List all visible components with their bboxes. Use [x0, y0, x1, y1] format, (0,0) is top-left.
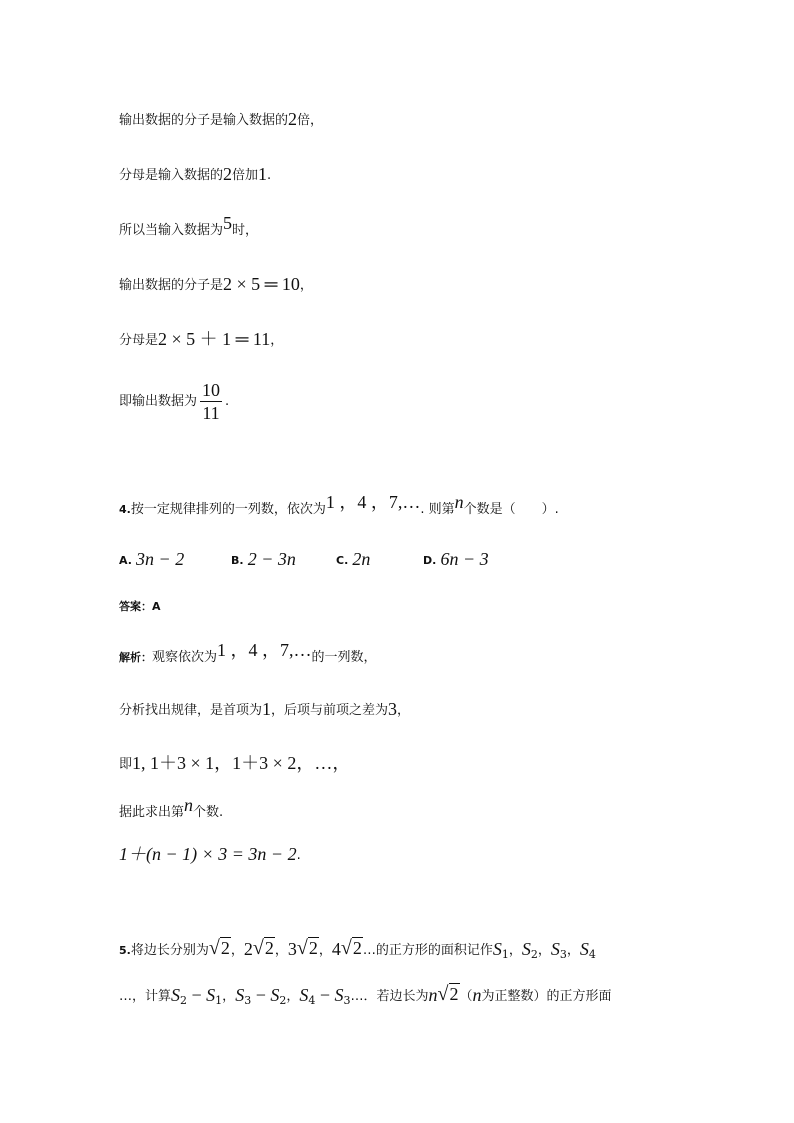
analysis-line-4: 据此求出第n个数.: [119, 795, 224, 820]
sqrt-2: √2: [437, 983, 459, 1005]
analysis-line-2: 分析找出规律，是首项为1，后项与前项之差为3，: [119, 699, 411, 719]
question-5-line-2: …，计算$S_2 - S_1$，$S_3 - S_2$，$S_4$ − $S_3\dots$．若边长为n√2（n为正整数）的正方形面: [119, 983, 612, 1007]
solution-line-2: 分母是输入数据的2倍加1.: [119, 164, 272, 184]
solution-line-5: 分母是2 × 5 ＋ 1 ═ 11，: [119, 329, 284, 349]
solution-line-6: 即输出数据为 $\frac{10}{11}$ .: [119, 380, 230, 423]
question-4-answer: 答案：A: [119, 600, 161, 613]
sqrt-2: √2: [296, 937, 318, 959]
option-a: A. 3n − 2: [119, 549, 185, 569]
analysis-line-3: 即1, 1＋3 × 1，1＋3 × 2，…，: [119, 753, 351, 773]
solution-line-1: 输出数据的分子是输入数据的2倍，: [119, 109, 324, 129]
solution-line-4: 输出数据的分子是2 × 5 ═ 10，: [119, 274, 313, 294]
solution-line-3: 所以当输入数据为5时，: [119, 213, 259, 238]
analysis-line-1: 解析：观察依次为1 ，4 ，7,…的一列数，: [119, 640, 377, 665]
question-5-line-1: 5.将边长分别为√2，2√2，3√2，4√2…的正方形的面积记作$S_1$，$S_2$，$S_3$，$S_4$: [119, 937, 596, 961]
option-c: C. 2n: [336, 549, 371, 569]
fraction-10-11: $\frac{10}{11}$: [202, 380, 221, 423]
option-b: B. 2 − 3n: [231, 549, 296, 569]
question-4-stem: 4.按一定规律排列的一列数，依次为1 ，4 ，7,…. 则第n个数是（ ）.: [119, 492, 559, 517]
sqrt-2: √2: [208, 937, 230, 959]
option-d: D. 6n − 3: [423, 549, 489, 569]
sqrt-2: √2: [340, 937, 362, 959]
question-4-options: [119, 549, 489, 571]
analysis-formula: 1＋(n − 1) × 3 = 3n − 2.: [119, 844, 301, 864]
sqrt-2: √2: [252, 937, 274, 959]
